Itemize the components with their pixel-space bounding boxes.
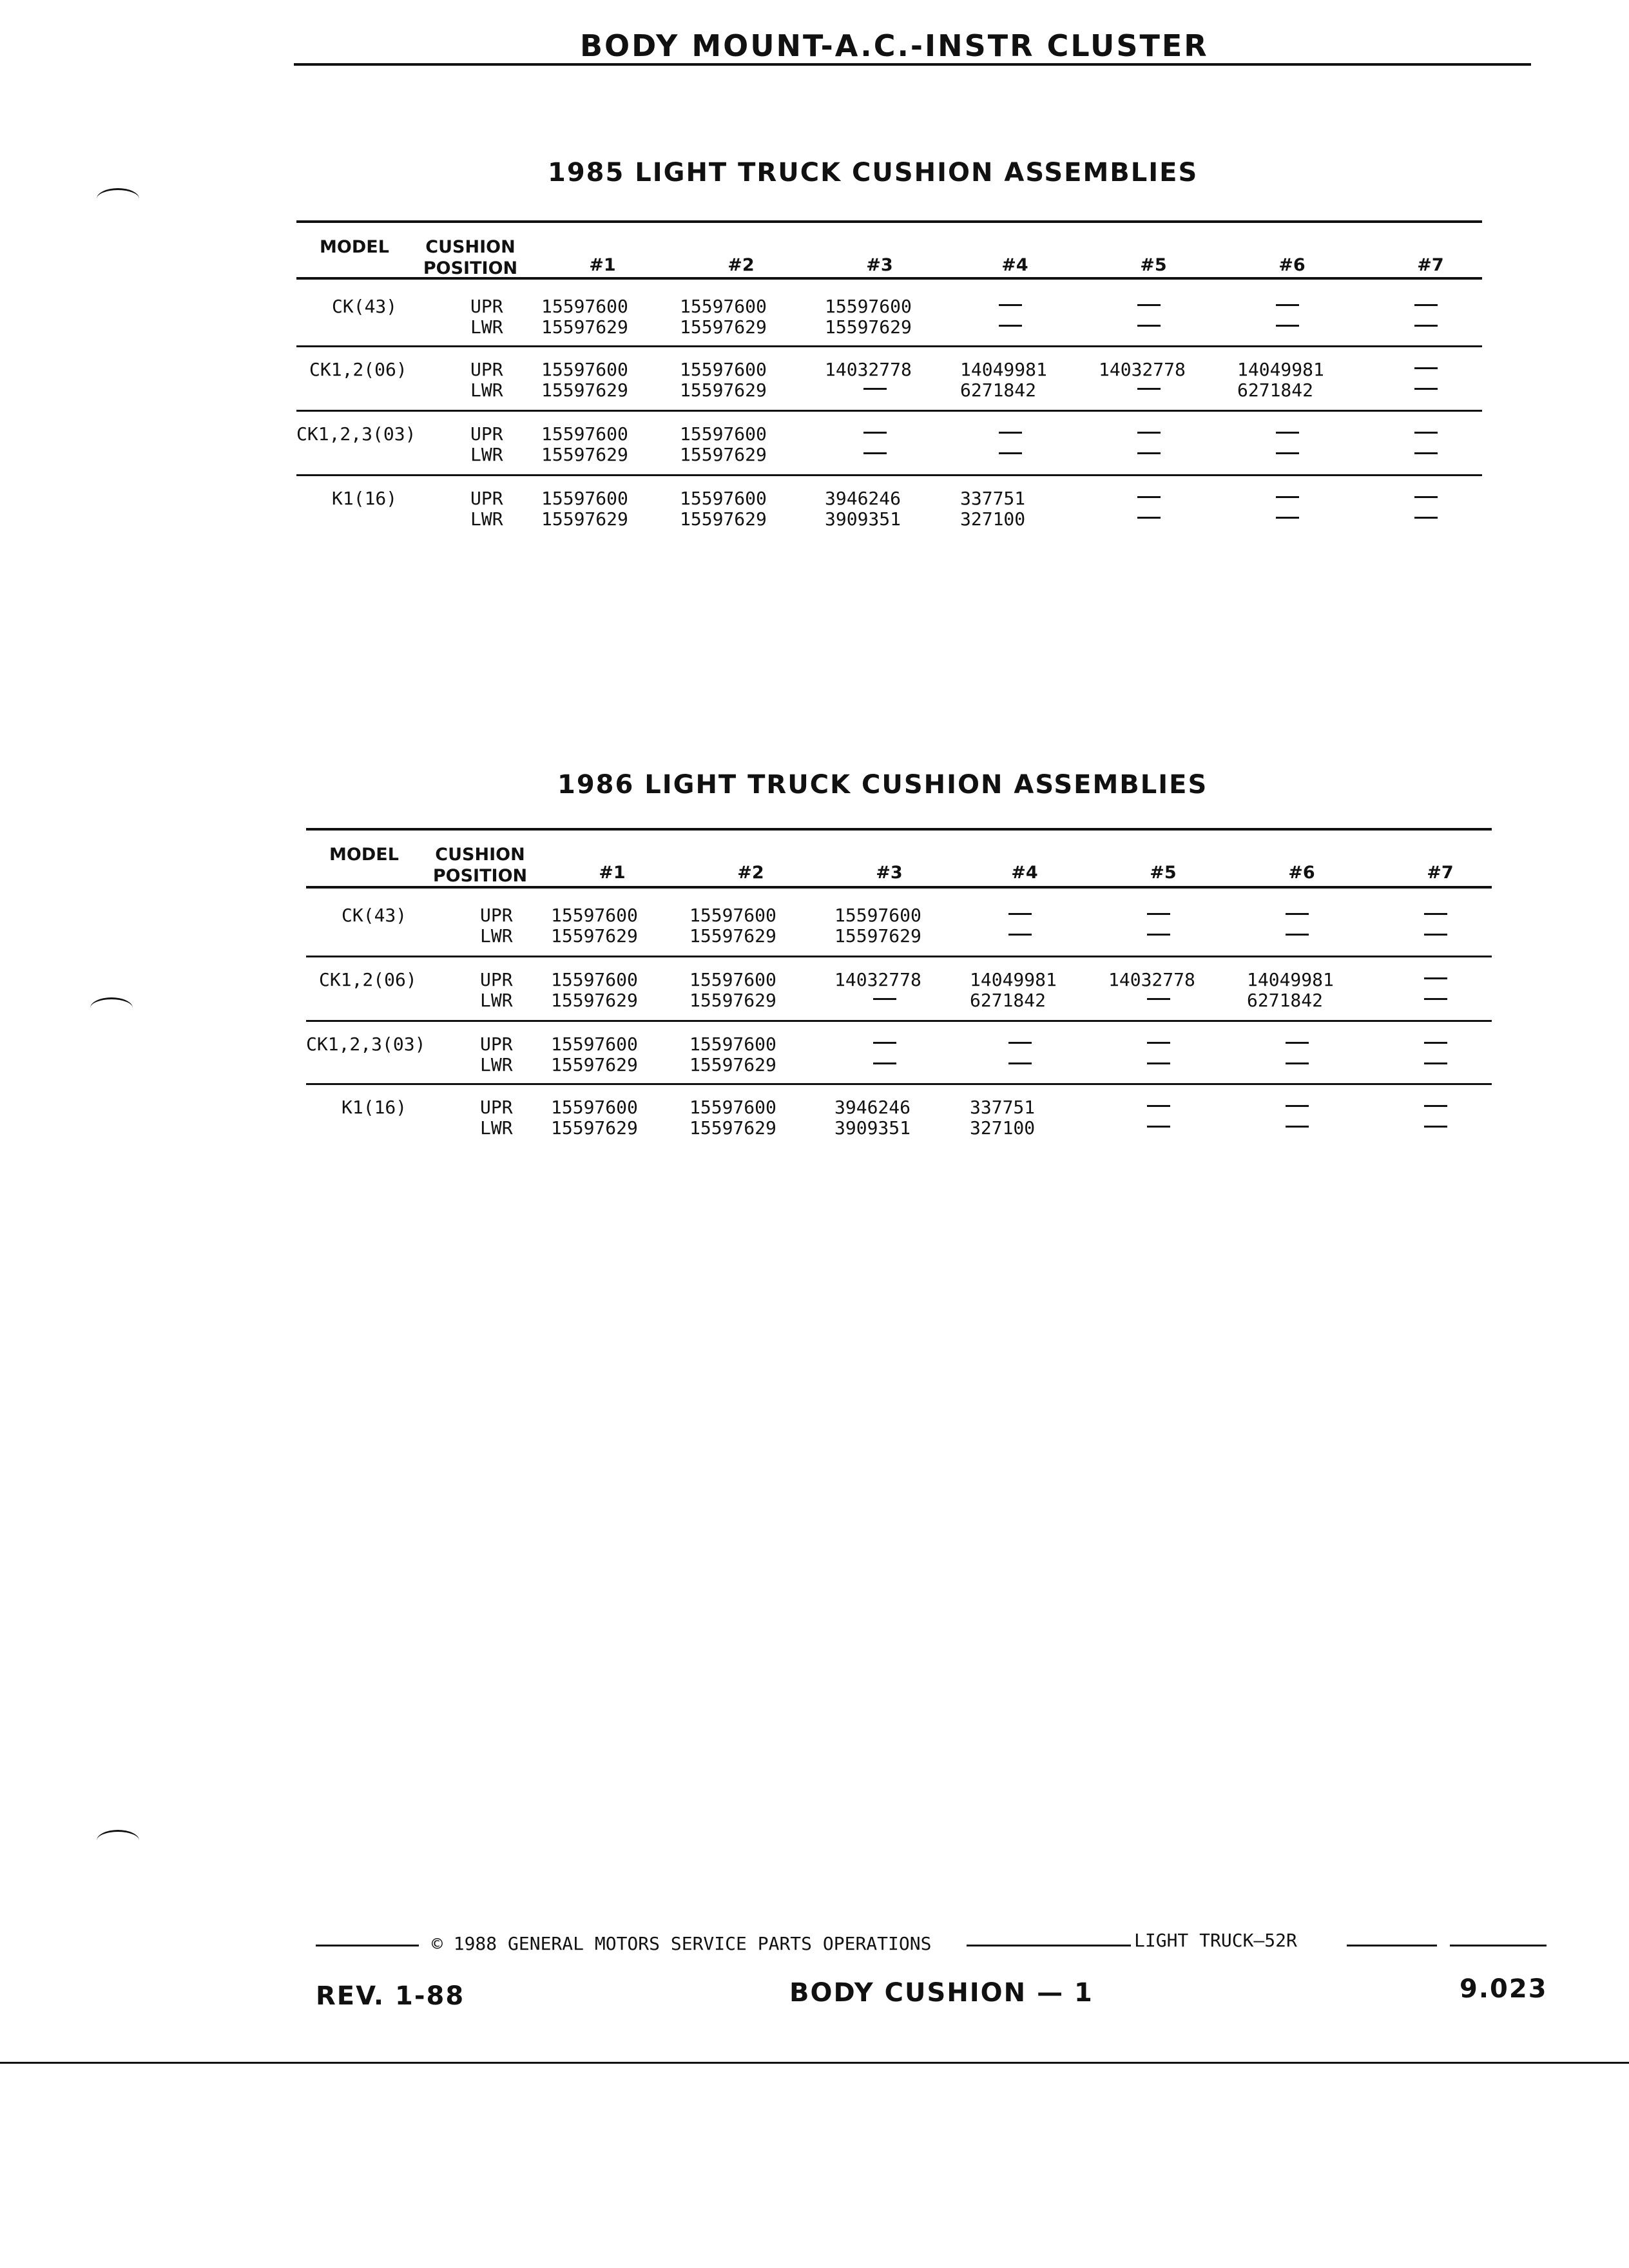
- part-number-cell: 15597629: [541, 508, 628, 530]
- empty-dash: [863, 452, 887, 454]
- part-number-cell: 14049981: [1237, 359, 1324, 380]
- part-number-cell: 327100: [970, 1117, 1036, 1139]
- footer-rule-mid: [967, 1945, 1131, 1946]
- empty-dash: [999, 325, 1022, 327]
- part-number-cell: 15597629: [680, 316, 767, 338]
- empty-dash: [1424, 1062, 1447, 1064]
- empty-dash: [1286, 1105, 1309, 1107]
- part-number-cell: 6271842: [1247, 990, 1324, 1011]
- header-rule: [294, 63, 1531, 66]
- empty-dash: [1008, 1062, 1032, 1064]
- revision-label: REV. 1-88: [316, 1981, 465, 2011]
- part-number-cell: 15597629: [689, 1117, 776, 1139]
- empty-dash: [1008, 934, 1032, 936]
- empty-dash: [1414, 432, 1438, 434]
- part-number-cell: 15597600: [680, 296, 767, 317]
- empty-dash: [1276, 517, 1299, 519]
- footer-rule-right: [1347, 1945, 1437, 1946]
- part-number-cell: 15597600: [551, 1033, 638, 1055]
- column-header: #3: [866, 255, 893, 275]
- table-title: 1985 LIGHT TRUCK CUSHION ASSEMBLIES: [548, 158, 1199, 187]
- part-number-cell: 15597600: [551, 969, 638, 990]
- column-header: #1: [589, 255, 616, 275]
- part-number-cell: 15597600: [541, 296, 628, 317]
- part-number-cell: 15597600: [541, 488, 628, 509]
- model-cell: CK(43): [332, 296, 398, 317]
- empty-dash: [1147, 913, 1170, 915]
- empty-dash: [1276, 325, 1299, 327]
- part-number-cell: 14049981: [1247, 969, 1334, 990]
- position-cell: LWR: [470, 380, 503, 401]
- part-number-cell: 6271842: [1237, 380, 1314, 401]
- header-rule: [296, 277, 1482, 280]
- part-number-cell: 15597629: [551, 1054, 638, 1075]
- empty-dash: [1414, 304, 1438, 306]
- table-top-rule: [296, 220, 1482, 223]
- empty-dash: [1286, 934, 1309, 936]
- part-number-cell: 3909351: [834, 1117, 911, 1139]
- empty-dash: [1424, 1105, 1447, 1107]
- margin-mark: [97, 1830, 139, 1851]
- empty-dash: [1424, 977, 1447, 979]
- empty-dash: [1414, 496, 1438, 498]
- row-separator: [306, 1020, 1492, 1022]
- part-number-cell: 15597629: [551, 925, 638, 947]
- series-text: LIGHT TRUCK—52R: [1134, 1930, 1297, 1951]
- part-number-cell: 15597629: [541, 316, 628, 338]
- row-separator: [296, 474, 1482, 476]
- part-number-cell: 15597600: [680, 359, 767, 380]
- empty-dash: [999, 452, 1022, 454]
- part-number-cell: 3946246: [834, 1097, 911, 1118]
- page-title: BODY MOUNT-A.C.-INSTR CLUSTER: [580, 28, 1209, 63]
- empty-dash: [1424, 998, 1447, 1000]
- column-header: #3: [876, 863, 903, 883]
- position-cell: LWR: [480, 925, 513, 947]
- empty-dash: [1147, 1126, 1170, 1128]
- column-header: #6: [1278, 255, 1306, 275]
- empty-dash: [1286, 1062, 1309, 1064]
- table-title: 1986 LIGHT TRUCK CUSHION ASSEMBLIES: [557, 770, 1208, 800]
- empty-dash: [1137, 304, 1161, 306]
- empty-dash: [1137, 496, 1161, 498]
- column-header: CUSHION POSITION: [432, 845, 528, 886]
- empty-dash: [999, 304, 1022, 306]
- row-separator: [306, 1083, 1492, 1085]
- model-cell: CK1,2,3(03): [306, 1033, 426, 1055]
- column-header: #2: [737, 863, 764, 883]
- position-cell: UPR: [480, 969, 513, 990]
- section-label: BODY CUSHION — 1: [789, 1978, 1094, 2008]
- part-number-cell: 15597629: [834, 925, 921, 947]
- empty-dash: [1286, 1126, 1309, 1128]
- position-cell: UPR: [470, 423, 503, 445]
- table-top-rule: [306, 828, 1492, 831]
- position-cell: LWR: [470, 444, 503, 465]
- empty-dash: [1147, 1105, 1170, 1107]
- empty-dash: [863, 432, 887, 434]
- part-number-cell: 15597629: [689, 1054, 776, 1075]
- empty-dash: [1147, 1042, 1170, 1044]
- part-number-cell: 337751: [960, 488, 1026, 509]
- part-number-cell: 15597629: [541, 444, 628, 465]
- model-cell: CK1,2,3(03): [296, 423, 416, 445]
- part-number-cell: 15597600: [680, 423, 767, 445]
- part-number-cell: 15597600: [689, 905, 776, 926]
- column-header: #1: [599, 863, 626, 883]
- part-number-cell: 15597600: [680, 488, 767, 509]
- part-number-cell: 14049981: [970, 969, 1057, 990]
- empty-dash: [1147, 1062, 1170, 1064]
- part-number-cell: 15597629: [680, 508, 767, 530]
- empty-dash: [1008, 1042, 1032, 1044]
- empty-dash: [873, 998, 896, 1000]
- position-cell: UPR: [480, 1097, 513, 1118]
- position-cell: LWR: [480, 1054, 513, 1075]
- empty-dash: [1414, 325, 1438, 327]
- position-cell: LWR: [480, 990, 513, 1011]
- part-number-cell: 3946246: [825, 488, 901, 509]
- empty-dash: [873, 1042, 896, 1044]
- column-header: #5: [1140, 255, 1167, 275]
- part-number-cell: 15597600: [551, 905, 638, 926]
- part-number-cell: 14032778: [1099, 359, 1186, 380]
- empty-dash: [1137, 388, 1161, 390]
- position-cell: LWR: [470, 508, 503, 530]
- model-cell: K1(16): [332, 488, 398, 509]
- column-header: #5: [1150, 863, 1177, 883]
- empty-dash: [1137, 432, 1161, 434]
- position-cell: UPR: [470, 359, 503, 380]
- part-number-cell: 14032778: [825, 359, 912, 380]
- position-cell: UPR: [480, 905, 513, 926]
- empty-dash: [1414, 388, 1438, 390]
- column-header: #2: [728, 255, 755, 275]
- footer-rule-left: [316, 1945, 419, 1946]
- position-cell: LWR: [470, 316, 503, 338]
- footer-rule-far-right: [1450, 1945, 1547, 1946]
- column-header: #6: [1288, 863, 1315, 883]
- part-number-cell: 15597600: [551, 1097, 638, 1118]
- part-number-cell: 6271842: [960, 380, 1037, 401]
- position-cell: UPR: [470, 488, 503, 509]
- empty-dash: [1286, 1042, 1309, 1044]
- part-number-cell: 15597600: [541, 423, 628, 445]
- part-number-cell: 3909351: [825, 508, 901, 530]
- position-cell: UPR: [480, 1033, 513, 1055]
- empty-dash: [1424, 1126, 1447, 1128]
- empty-dash: [1147, 998, 1170, 1000]
- empty-dash: [1424, 934, 1447, 936]
- header-rule: [306, 886, 1492, 889]
- model-cell: CK(43): [342, 905, 407, 926]
- empty-dash: [1137, 325, 1161, 327]
- part-number-cell: 14049981: [960, 359, 1047, 380]
- empty-dash: [1424, 913, 1447, 915]
- empty-dash: [1147, 934, 1170, 936]
- column-header: #4: [1011, 863, 1038, 883]
- empty-dash: [1276, 304, 1299, 306]
- margin-mark: [97, 188, 139, 209]
- part-number-cell: 15597600: [689, 1097, 776, 1118]
- empty-dash: [1008, 913, 1032, 915]
- part-number-cell: 15597629: [689, 990, 776, 1011]
- model-cell: K1(16): [342, 1097, 407, 1118]
- empty-dash: [1137, 517, 1161, 519]
- part-number-cell: 15597629: [825, 316, 912, 338]
- column-header: #4: [1001, 255, 1028, 275]
- copyright-text: © 1988 GENERAL MOTORS SERVICE PARTS OPERATIONS: [432, 1933, 932, 1954]
- row-separator: [296, 410, 1482, 412]
- empty-dash: [1137, 452, 1161, 454]
- page-number: 9.023: [1460, 1974, 1548, 2004]
- bottom-rule: [0, 2062, 1629, 2064]
- part-number-cell: 15597629: [541, 380, 628, 401]
- row-separator: [296, 345, 1482, 347]
- empty-dash: [1276, 496, 1299, 498]
- part-number-cell: 15597629: [689, 925, 776, 947]
- empty-dash: [873, 1062, 896, 1064]
- column-header: #7: [1417, 255, 1444, 275]
- part-number-cell: 337751: [970, 1097, 1036, 1118]
- part-number-cell: 15597600: [541, 359, 628, 380]
- part-number-cell: 15597629: [680, 380, 767, 401]
- empty-dash: [863, 388, 887, 390]
- empty-dash: [1424, 1042, 1447, 1044]
- part-number-cell: 15597629: [551, 990, 638, 1011]
- part-number-cell: 15597600: [689, 969, 776, 990]
- part-number-cell: 15597600: [689, 1033, 776, 1055]
- column-header: MODEL: [320, 237, 389, 257]
- empty-dash: [999, 432, 1022, 434]
- part-number-cell: 15597600: [825, 296, 912, 317]
- model-cell: CK1,2(06): [319, 969, 417, 990]
- part-number-cell: 6271842: [970, 990, 1046, 1011]
- empty-dash: [1286, 913, 1309, 915]
- margin-mark: [90, 997, 133, 1019]
- part-number-cell: 15597629: [551, 1117, 638, 1139]
- empty-dash: [1414, 452, 1438, 454]
- position-cell: UPR: [470, 296, 503, 317]
- part-number-cell: 14032778: [834, 969, 921, 990]
- part-number-cell: 14032778: [1108, 969, 1195, 990]
- empty-dash: [1276, 452, 1299, 454]
- empty-dash: [1276, 432, 1299, 434]
- part-number-cell: 327100: [960, 508, 1026, 530]
- position-cell: LWR: [480, 1117, 513, 1139]
- part-number-cell: 15597600: [834, 905, 921, 926]
- part-number-cell: 15597629: [680, 444, 767, 465]
- empty-dash: [1414, 517, 1438, 519]
- row-separator: [306, 956, 1492, 957]
- column-header: #7: [1427, 863, 1454, 883]
- empty-dash: [1414, 367, 1438, 369]
- column-header: MODEL: [329, 845, 399, 865]
- column-header: CUSHION POSITION: [423, 237, 518, 278]
- model-cell: CK1,2(06): [309, 359, 407, 380]
